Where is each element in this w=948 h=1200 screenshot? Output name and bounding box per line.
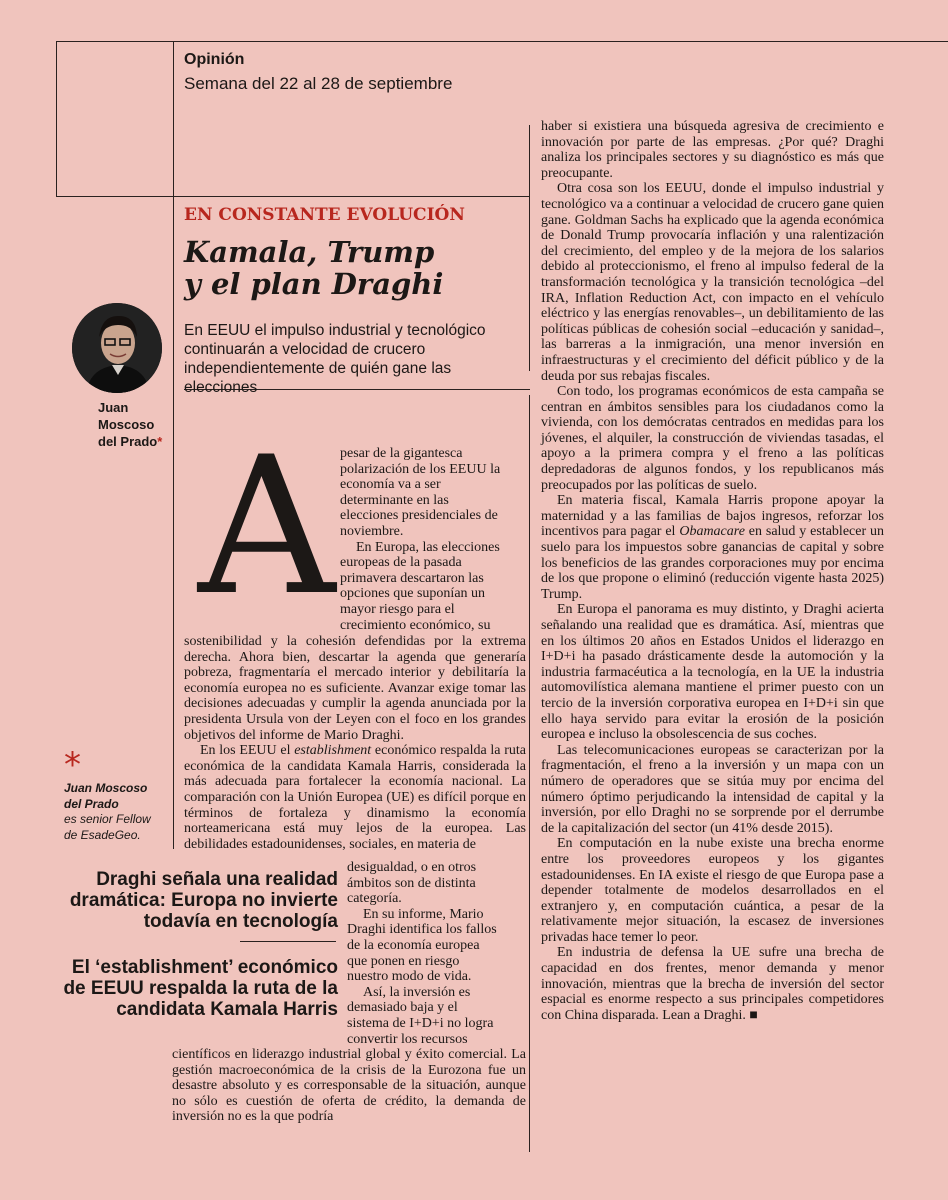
body-paragraph [184,743,526,852]
body-paragraph: En Europa el panorama es muy distinto, y Draghi acierta señalando una realidad que es dramática. Así, mientras que en los últimos 20 años en Estados Unidos el liderazgo en I+D+i ha pasado drásticamente desde la automoción y la industria farmacéutica a la tecnología, en la UE la industria automovilística alemana mantiene el primer puesto con un tercio de la inversión corporativa europea en I+D+i sin que ello haya servido para evitar la erosión de la posición europea e incluso la obsolescencia de sus coches. [541,602,884,743]
author-name-line: Moscoso [98,417,155,432]
body-line: de la economía europea [347,937,480,953]
body-italic: establishment [294,743,372,759]
pull-quote-line: todavía en tecnología [143,911,338,932]
body-paragraph: científicos en liderazgo industrial global y éxito comercial. La gestión macroeconómica de la crisis de la Eurozona fue un desastre absoluto y es corresponsable de la situación, aunque no sólo es cuestión de oferta de crédito, la demanda de inversión no es la que podría [172,1047,526,1125]
body-line: polarización de los EEUU la [340,461,501,477]
body-line: crecimiento económico, su [340,617,491,633]
body-block-dropcap [340,446,526,633]
top-rule [56,41,948,42]
gutter-rule-top [529,125,530,371]
body-block-col1-bottom [172,1047,526,1125]
body-paragraph: Otra cosa son los EEUU, donde el impulso industrial y tecnológico va a continuar a velocidad de crucero gane quien gane. Goldman Sachs ha explicado que la agenda económica de Donald Trump provocaría inflación y una ralentización del crecimiento, del empleo y de la mejora de los salarios debido al proteccionismo, el freno al impulso federal de la transformación tecnológica y la transición tecnológica –del IRA, Inflation Reduction Act, con impacto en el vehículo eléctrico y las energías renovables–, un debilitamiento de las políticas públicas de cohesión social –educación y sanidad–, las barreras a la inmigración, una menor inversión en infraestructuras y el crecimiento del déficit público y de la deuda por sus rebajas fiscales. [541,181,884,384]
gutter-rule-bottom [529,395,530,1152]
kicker: EN CONSTANTE EVOLUCIÓN [184,205,465,225]
author-name-line [98,433,178,450]
asterisk-icon: * [157,434,163,449]
bio-name: del Prado [64,796,119,811]
author-photo [72,303,162,393]
body-line: desigualdad, o en otros [347,860,477,875]
body-line: pesar de la gigantesca [340,446,463,461]
body-line: convertir los recursos [347,1031,468,1047]
asterisk-icon: * [64,745,81,785]
body-text: En los EEUU el [200,743,295,759]
body-text: en salud y establecer un suelo para los impuestos sobre ganancias de capital y sobre los beneficios de las grandes corporaciones muy por encima de los que propone o eliminó (reducción vigente hasta 2025) Trump. [541,524,884,602]
end-mark-icon: ■ [749,1007,758,1023]
body-text: económico respalda la ruta económica de la candidata Kamala Harris, considerada la más adecuada para fortalecer la economía nacional. La comparación con la Unión Europea (UE) es difícil porque en términos de fortaleza y dinamismo la economía norteamericana está muy lejos de la europea. Las debilidades estadounidenses, sociales, en materia de [184,743,526,852]
bio-name: Juan Moscoso [64,781,148,795]
body-paragraph [541,493,884,602]
body-line: opciones que suponían un [340,586,486,602]
pull-quote-line: dramática: Europa no invierte [69,890,338,911]
body-text: En materia fiscal, Kamala Harris propone apoyar la maternidad y a las familias de bajos ingresos, reforzar los incentivos para pagar el [541,493,884,540]
body-line: primavera descartaron las [340,570,484,586]
drop-cap: A [198,416,336,637]
pullquote-divider [240,941,336,942]
pull-quote-line: de EEUU respalda la ruta de la [63,978,338,999]
body-paragraph [541,945,884,1023]
bio-text: es senior Fellow [64,812,151,826]
section-title: Opinión [184,51,245,68]
body-text: En industria de defensa la UE sufre una brecha de capacidad en dos frentes, menor demanda y menor innovación, mientras que la brecha de inversión del sector espacial es enorme respecto a sus principales competidores con China disparada. Lean a Draghi. [541,945,884,1023]
body-block-col1 [184,634,526,852]
bio-text: de EsadeGeo. [64,827,141,842]
body-line: sistema de I+D+i no logra [347,1015,494,1031]
body-paragraph: sostenibilidad y la cohesión defendidas por la extrema derecha. Ahora bien, descartar la agenda que generaría pobreza, fragmentaría el mercado interior y debilitaría la economía europea no es suficiente. Avanzar exige tomar las decisiones adecuadas y cumplir la agenda anunciada por la presidenta Ursula von der Leyen con el foco en los grandes objetivos del informe de Mario Draghi. [184,634,526,743]
pull-quote [70,869,338,932]
body-paragraph: Con todo, los programas económicos de esta campaña se centran en ámbitos sensibles para los ciudadanos como la vivienda, con los demócratas centrados en medidas para los jóvenes, el alquiler, la construcción de viviendas tasadas, el apoyo a la primera compra y el freno a las políticas depredadoras de algunos fondos, y los republicanos más preocupados por las políticas de suelo. [541,384,884,493]
header-bottom-rule [56,196,529,197]
body-line: europeas de la pasada [340,555,462,571]
week-label: Semana del 22 al 28 de septiembre [184,74,453,93]
body-line: demasiado baja y el [347,1000,458,1016]
author-portrait-icon [72,303,162,393]
pull-quote [63,957,338,1020]
body-paragraph: Las telecomunicaciones europeas se caracterizan por la fragmentación, el freno a la inversión y un mapa con un número de operadores que se sitúa muy por encima del número óptimo perjudicando la intensidad de capital y la inversión, por ello Draghi no se sorprende por el derrumbe de la capitalización del sector (un 41% desde 2015). [541,742,884,836]
headline-line: y el plan Draghi [184,267,444,301]
body-line: categoría. [347,891,402,907]
body-line: determinante en las [340,492,449,508]
body-line: En Europa, las elecciones [356,539,500,555]
body-line: noviembre. [340,523,404,539]
body-block-col2 [541,119,884,1023]
body-paragraph: En computación en la nube existe una brecha enorme entre los proveedores europeos y los gigantes estadounidenses. En IA existe el riesgo de que Europa pase a depender totalmente de modelos desarrollados en el extranjero y, en computación cuántica, a pesar de la relativamente mejor situación, la escasez de inversiones privadas hace temer lo peor. [541,836,884,945]
body-line: En su informe, Mario [363,906,484,922]
body-line: que ponen en riesgo [347,953,460,969]
headline-line: Kamala, Trump [184,235,435,269]
body-line: elecciones presidenciales de [340,508,498,524]
body-line: Draghi identifica los fallos [347,922,497,938]
pull-quote-line: El ‘establishment’ económico [71,957,338,978]
headline [184,236,443,300]
body-italic: Obamacare [679,524,745,540]
body-block-pullquote [347,860,527,1047]
body-line: economía va a ser [340,477,441,493]
pull-quote-line: candidata Kamala Harris [116,999,338,1020]
author-name-text: del Prado [98,434,158,449]
body-paragraph: haber si existiera una búsqueda agresiva de crecimiento e innovación por parte de las empresas. ¿Por qué? Draghi analiza los principales sectores y su diagnóstico es más que preocupante. [541,119,884,181]
author-name-line: Juan [98,400,129,415]
body-line: Así, la inversión es [363,984,471,1000]
body-line: nuestro modo de vida. [347,969,472,985]
author-bio [64,781,151,843]
author-name [98,399,178,450]
body-line: ámbitos son de distinta [347,875,476,891]
standfirst: En EEUU el impulso industrial y tecnológico continuarán a velocidad de crucero independientemente de quién gane las elecciones [184,322,486,396]
pull-quote-line: Draghi señala una realidad [96,869,338,890]
left-rule [56,41,57,196]
body-line: mayor riesgo para el [340,601,455,617]
